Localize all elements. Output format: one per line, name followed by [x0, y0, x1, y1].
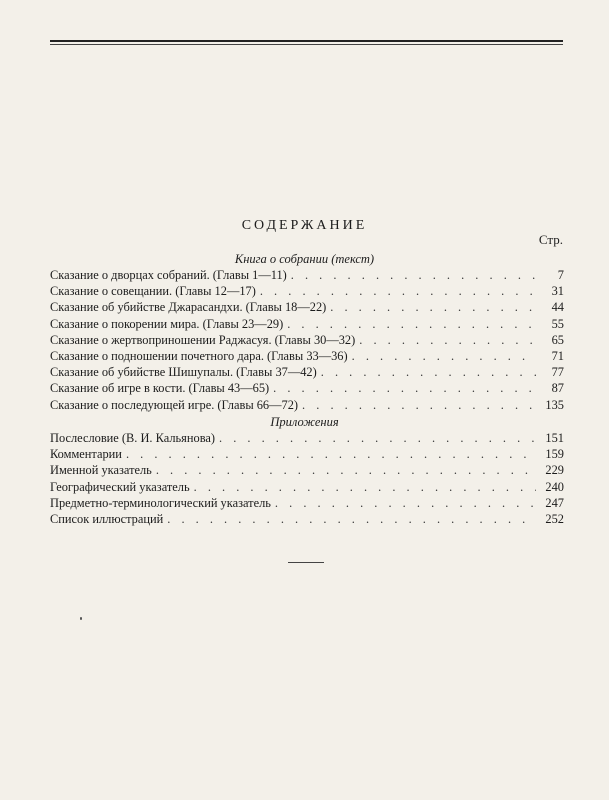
toc-entry[interactable] — [50, 381, 564, 397]
toc-entry-title: Сказание о покорении мира. (Главы 23—29) — [50, 316, 284, 331]
leader-dots — [273, 381, 536, 396]
toc-entry-title: Сказание об убийстве Шишупалы. (Главы 37—42) — [50, 365, 317, 380]
leader-dots — [167, 512, 536, 527]
toc-entry-title: Послесловие (В. И. Кальянова) — [50, 431, 216, 445]
toc-entry-title: Именной указатель — [50, 463, 152, 478]
toc-entry-title: Географический указатель — [50, 479, 190, 494]
toc-entry-title: Сказание о жертвоприношении Раджасуя. (Главы 30—32) — [50, 332, 356, 347]
toc-entry[interactable] — [50, 496, 564, 512]
toc-entry[interactable] — [50, 447, 564, 463]
toc-entry[interactable] — [50, 284, 564, 300]
toc-entry[interactable] — [50, 268, 564, 284]
toc-entry-page: 135 — [545, 397, 564, 412]
section-heading-appendices: Приложения — [270, 415, 339, 429]
toc-entry-title: Сказание о подношении почетного дара. (Главы 33—36) — [50, 348, 348, 363]
leader-dots — [126, 447, 536, 462]
toc-entry-page: 247 — [545, 495, 564, 510]
toc-entry-page: 229 — [545, 463, 564, 478]
toc-entry-page: 31 — [551, 284, 564, 299]
leader-dots — [291, 268, 536, 283]
toc-entry[interactable] — [50, 333, 564, 349]
leader-dots — [352, 349, 536, 364]
toc-entry-page: 65 — [551, 332, 564, 347]
toc-entry-title: Комментарии — [50, 447, 122, 462]
toc-entry-title: Список иллюстраций — [50, 511, 164, 526]
toc-list-appendices — [50, 431, 564, 528]
toc-entry-page: 44 — [551, 300, 564, 315]
toc-entry-page: 159 — [545, 447, 564, 462]
leader-dots — [156, 463, 536, 478]
toc-entry-title: Предметно-терминологический указатель — [50, 495, 271, 510]
toc-entry-title: Сказание о последующей игре. (Главы 66—72) — [50, 397, 299, 412]
toc-entry-page: 252 — [545, 511, 564, 526]
toc-entry[interactable] — [50, 300, 564, 316]
leader-dots — [321, 365, 536, 380]
toc-entry[interactable] — [50, 463, 564, 479]
toc-entry-page: 71 — [551, 348, 564, 363]
leader-dots — [260, 284, 536, 299]
toc-entry[interactable] — [50, 480, 564, 496]
leader-dots — [302, 398, 536, 413]
page-title: СОДЕРЖАНИЕ — [241, 218, 368, 233]
leader-dots — [287, 317, 536, 332]
toc-entry-title: Сказание о совещании. (Главы 12—17) — [50, 284, 256, 299]
leader-dots — [359, 333, 536, 348]
section-heading-text: Книга о собрании (текст) — [234, 252, 375, 266]
toc-entry-title: Сказание об игре в кости. (Главы 43—65) — [50, 381, 270, 396]
toc-entry-page: 55 — [551, 316, 564, 331]
leader-dots — [219, 431, 536, 446]
toc-entry-page: 240 — [545, 479, 564, 494]
leader-dots — [275, 496, 536, 511]
leader-dots — [194, 480, 536, 495]
leader-dots — [330, 300, 536, 315]
toc-entry-page: 7 — [557, 268, 564, 282]
print-speck — [80, 617, 82, 620]
toc-entry[interactable] — [50, 349, 564, 365]
toc-entry[interactable] — [50, 365, 564, 381]
toc-entry-page: 151 — [545, 431, 564, 445]
toc-entry-page: 77 — [551, 365, 564, 380]
toc-entry[interactable] — [50, 317, 564, 333]
toc-entry[interactable] — [50, 431, 564, 447]
toc-entry-title: Сказание о дворцах собраний. (Главы 1—11) — [50, 268, 287, 282]
toc-entry[interactable] — [50, 398, 564, 414]
top-double-rule — [50, 40, 563, 45]
page-column-label: Стр. — [538, 232, 563, 247]
toc-list-text — [50, 268, 564, 414]
toc-entry-page: 87 — [551, 381, 564, 396]
end-rule — [288, 562, 324, 563]
toc-entry[interactable] — [50, 512, 564, 528]
toc-entry-title: Сказание об убийстве Джарасандхи. (Главы 18—22) — [50, 300, 327, 315]
